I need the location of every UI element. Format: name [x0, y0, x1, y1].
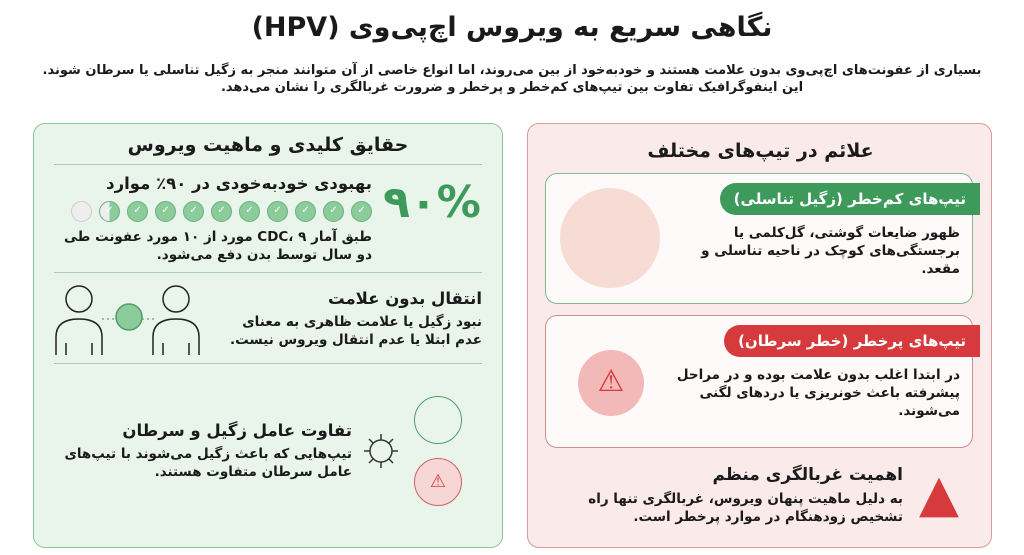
low-risk-label: تیپ‌های کم‌خطر (زگیل تناسلی)	[720, 183, 980, 215]
high-risk-text: در ابتدا اغلب بدون علامت بوده و در مراحل پیشرفته باعث خونریزی یا دردهای لگنی می‌شوند.	[676, 367, 960, 419]
page-title: نگاهی سریع به ویروس اچ‌پی‌وی (HPV)	[251, 12, 773, 43]
cancer-cells-icon: ⚠	[414, 458, 462, 506]
low-risk-card	[545, 173, 973, 304]
difference-text: تیپ‌هایی که باعث زگیل می‌شوند با تیپ‌های عامل سرطان متفاوت هستند.	[64, 446, 352, 480]
transmission-people-icon	[54, 281, 204, 355]
stat-title: بهبودی خودبه‌خودی در ۹۰٪ موارد	[106, 174, 372, 193]
subtitle-line: این اینفوگرافیک تفاوت بین تیپ‌های کم‌خطر و پرخطر و ضرورت غربالگری را نشان می‌دهد.	[220, 80, 804, 95]
progress-dot: ✓	[99, 201, 120, 222]
progress-dot: ✓	[155, 201, 176, 222]
progress-dot: ✓	[183, 201, 204, 222]
transmission-text: نبود زگیل یا علامت ظاهری به معنای عدم ابتلا یا عدم انتقال ویروس نیست.	[230, 313, 482, 348]
stat-percentage: ۹۰%	[383, 177, 481, 228]
transmission-title: انتقال بدون علامت	[327, 288, 482, 308]
progress-dot: ✓	[267, 201, 288, 222]
stat-text: طبق آمار CDC، ۹ مورد از ۱۰ مورد عفونت طی دو سال توسط بدن دفع می‌شود.	[64, 229, 372, 263]
panel-heading: علائم در تیپ‌های مختلف	[647, 140, 874, 162]
progress-dot: ✓	[127, 201, 148, 222]
screening-text: به دلیل ماهیت پنهان ویروس، غربالگری تنها راه تشخیص زودهنگام در موارد پرخطر است.	[588, 491, 903, 525]
transmission-section	[54, 273, 482, 363]
stat-section	[54, 165, 482, 272]
low-risk-text: ظهور ضایعات گوشتی، گل‌کلمی یا برجستگی‌های کوچک در ناحیه تناسلی و مقعد.	[701, 225, 960, 277]
progress-dot: ✓	[323, 201, 344, 222]
progress-dot: ✓	[239, 201, 260, 222]
screening-title: اهمیت غربالگری منظم	[712, 465, 903, 485]
high-risk-label: تیپ‌های پرخطر (خطر سرطان)	[724, 325, 980, 357]
progress-dot: ✓	[351, 201, 372, 222]
warning-icon: ▲	[919, 464, 959, 524]
progress-dot	[71, 201, 92, 222]
benign-cells-icon	[414, 396, 462, 444]
warts-illustration-icon	[560, 188, 660, 288]
screening-section	[543, 464, 903, 526]
panel-heading: حقایق کلیدی و ماهیت ویروس	[127, 134, 409, 156]
key-facts-panel	[33, 123, 503, 548]
subtitle	[20, 62, 1004, 96]
subtitle-line: بسیاری از عفونت‌های اچ‌پی‌وی بدون علامت هستند و خودبه‌خود از بین می‌روند، اما انواع خاصی از آن متوانند منجر به زگیل تناسلی یا سرطان شوند.	[42, 63, 982, 78]
progress-dot: ✓	[295, 201, 316, 222]
warning-pelvis-icon: ⚠	[578, 350, 644, 416]
progress-dots	[54, 201, 372, 222]
virus-icon	[362, 432, 400, 470]
high-risk-card	[545, 315, 973, 448]
difference-title: تفاوت عامل زگیل و سرطان	[122, 421, 352, 440]
symptoms-panel	[527, 123, 992, 548]
difference-section	[54, 364, 482, 537]
progress-dot: ✓	[211, 201, 232, 222]
